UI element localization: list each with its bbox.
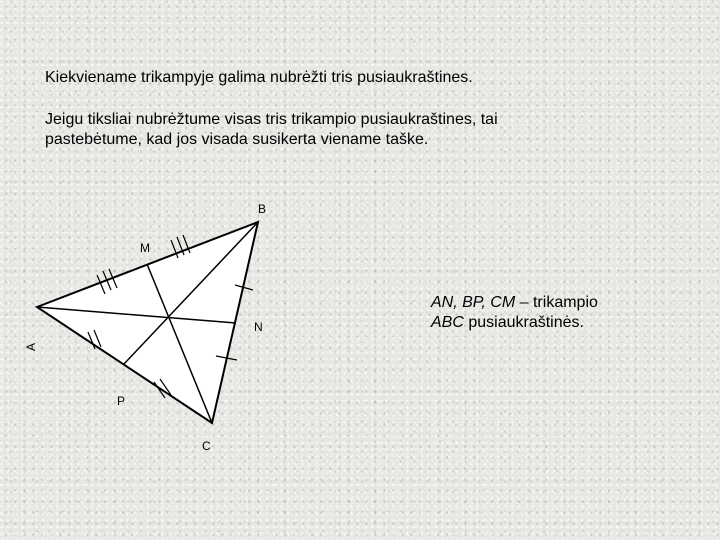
observation-text: Jeigu tiksliai nubrėžtume visas tris trikampio pusiaukraštines, tai pastebėtume, kad jos visada susikerta viename taške.: [45, 111, 498, 148]
caption-dash: –: [519, 294, 529, 311]
medians-caption: [431, 293, 671, 333]
vertex-b-label: B: [258, 202, 267, 216]
midpoint-m-label: M: [140, 241, 150, 255]
caption-text-part2: pusiaukraštinės.: [468, 314, 584, 331]
vertex-a-label: A: [24, 342, 38, 352]
midpoint-p-label: P: [117, 394, 126, 408]
midpoint-n-label: N: [254, 320, 263, 334]
triangle-name: ABC: [431, 314, 464, 331]
intro-text: Kiekviename trikampyje galima nubrėžti tris pusiaukraštines.: [45, 69, 473, 86]
caption-text-part1: trikampio: [532, 294, 598, 311]
vertex-c-label: C: [202, 439, 211, 453]
medians-label: AN, BP, CM: [431, 294, 516, 311]
